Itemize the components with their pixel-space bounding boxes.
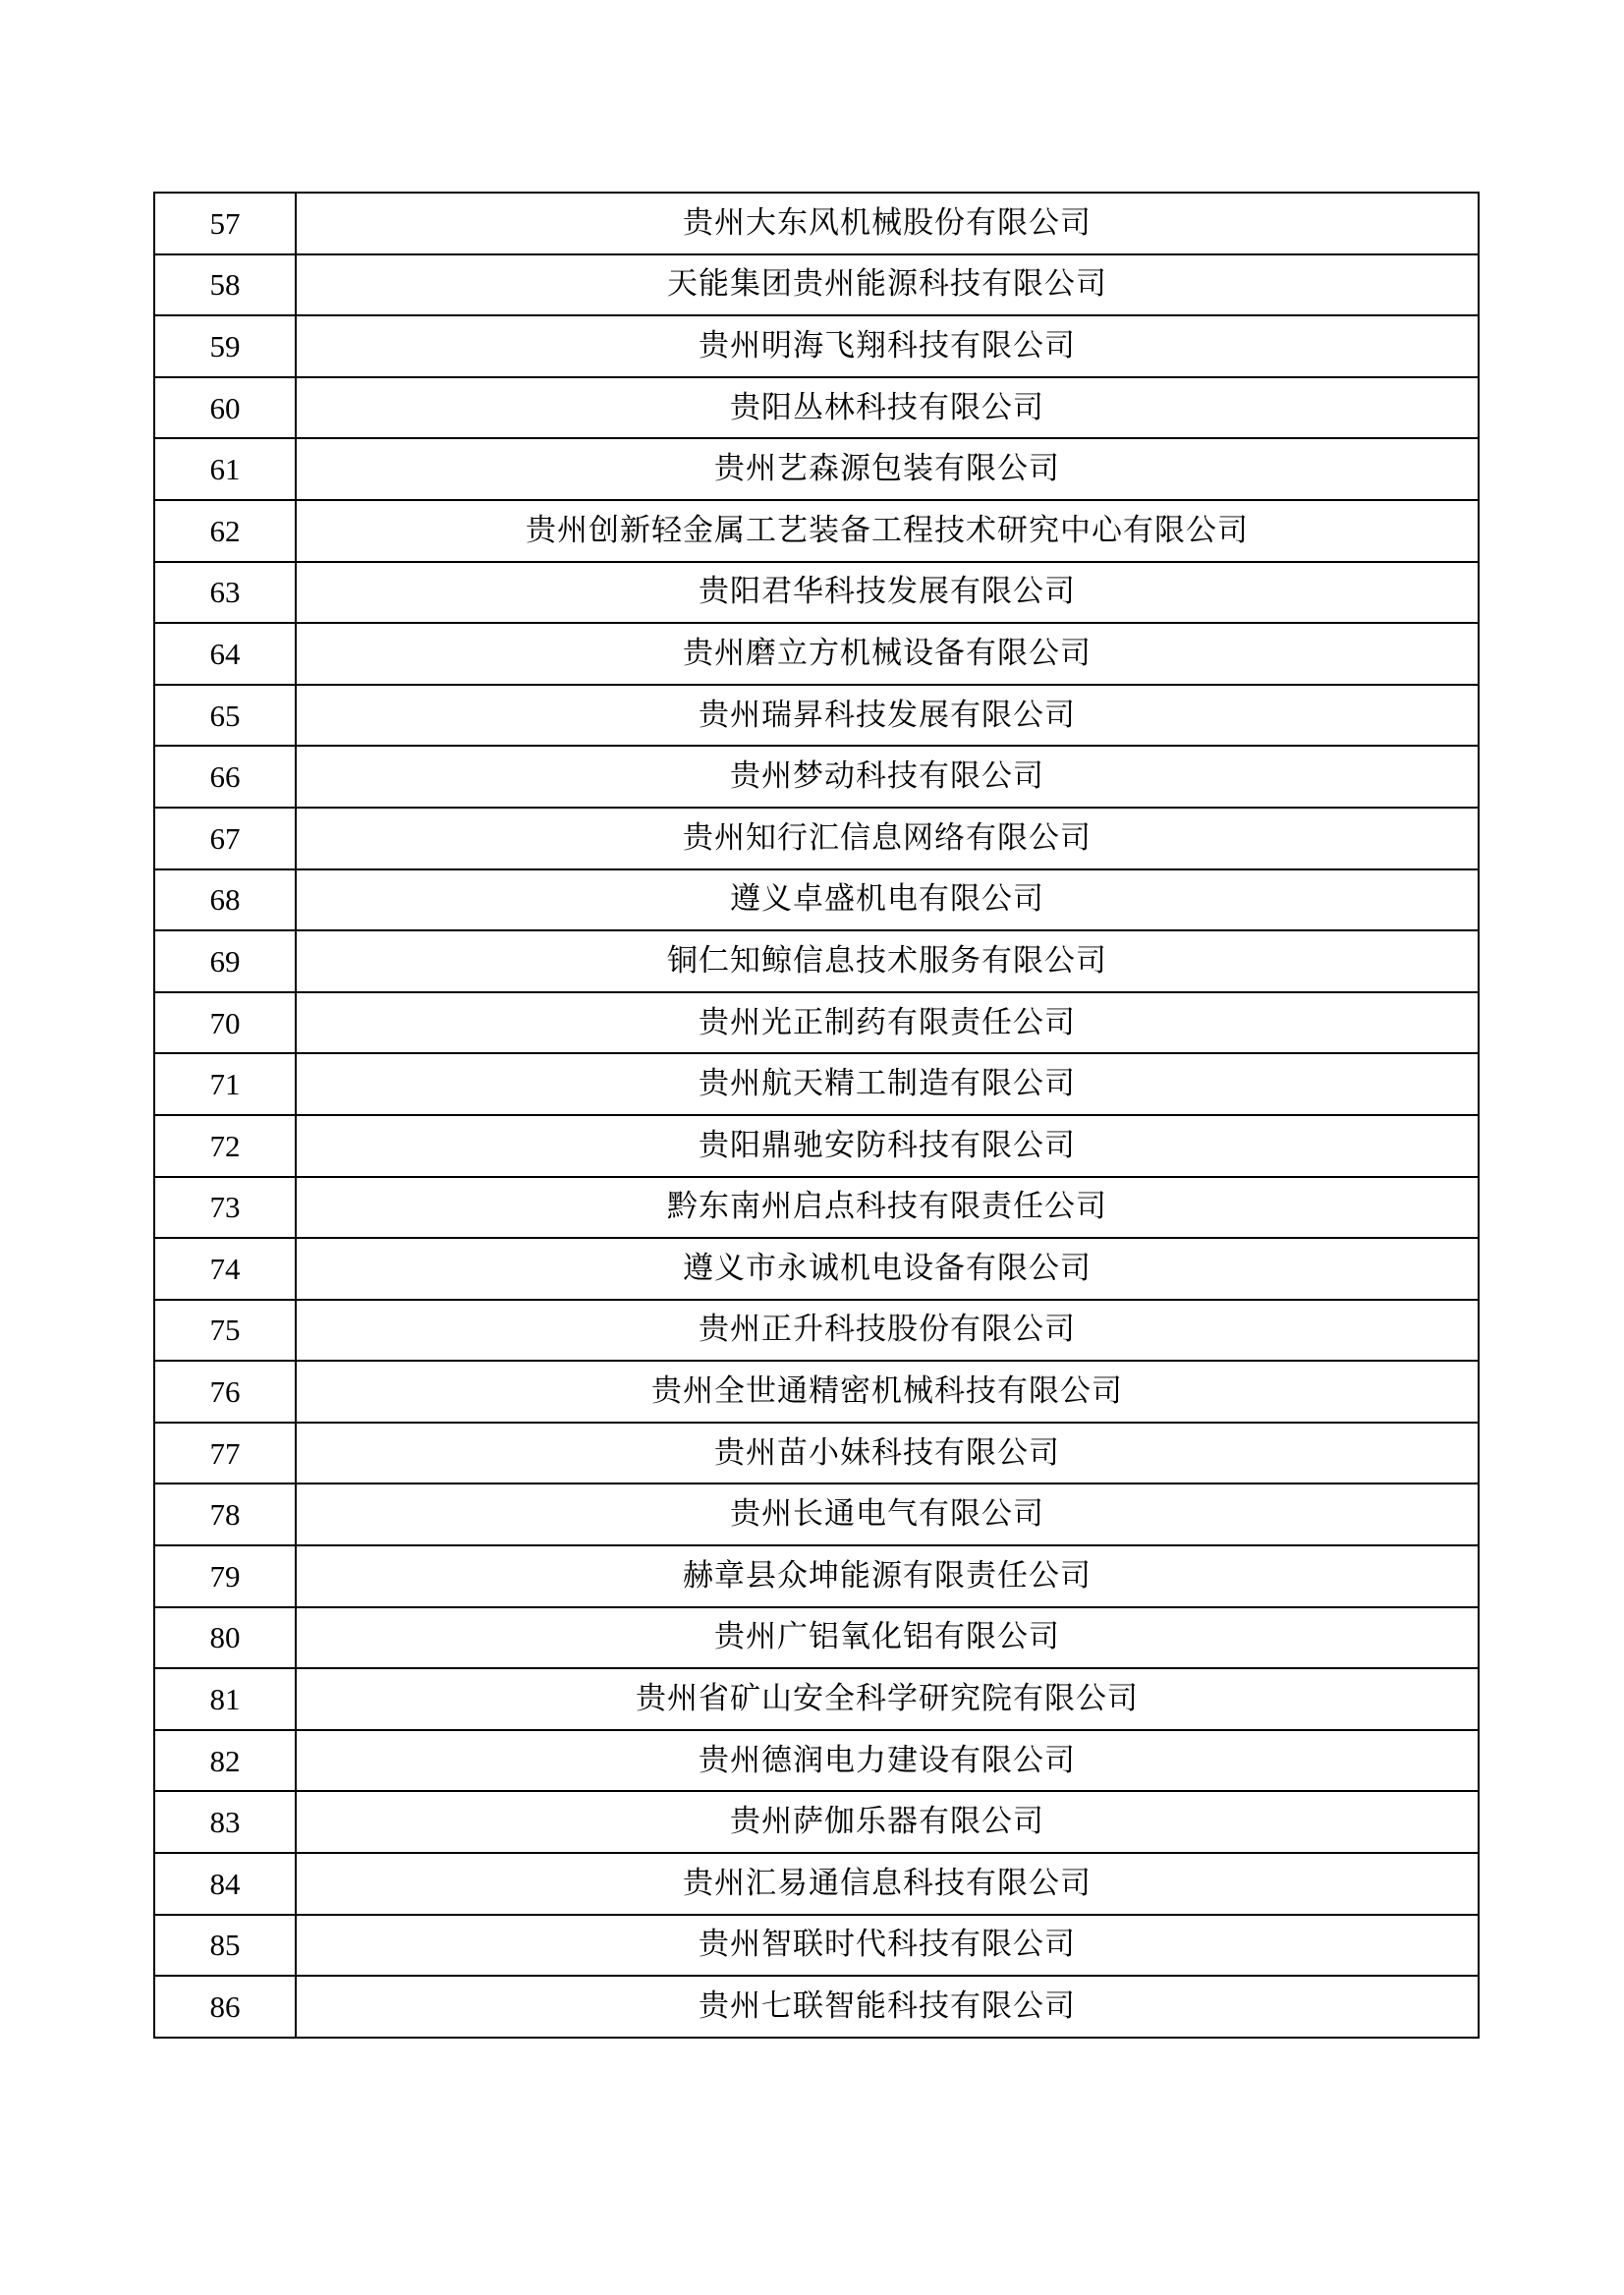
company-name-cell: 贵州艺森源包装有限公司 bbox=[296, 438, 1479, 500]
company-name-cell: 贵州萨伽乐器有限公司 bbox=[296, 1791, 1479, 1853]
row-number-cell: 62 bbox=[154, 500, 296, 562]
row-number-cell: 72 bbox=[154, 1115, 296, 1177]
table-row bbox=[154, 1730, 1479, 1792]
row-number-cell: 73 bbox=[154, 1177, 296, 1239]
company-name-cell: 贵州长通电气有限公司 bbox=[296, 1483, 1479, 1545]
company-name-cell: 贵州知行汇信息网络有限公司 bbox=[296, 808, 1479, 869]
table-row bbox=[154, 254, 1479, 316]
company-name-cell: 贵州瑞昇科技发展有限公司 bbox=[296, 685, 1479, 747]
row-number-cell: 78 bbox=[154, 1483, 296, 1545]
table-row bbox=[154, 992, 1479, 1054]
company-name-cell: 遵义市永诚机电设备有限公司 bbox=[296, 1238, 1479, 1300]
table-row bbox=[154, 1361, 1479, 1423]
table-row bbox=[154, 1177, 1479, 1239]
row-number-cell: 59 bbox=[154, 315, 296, 377]
row-number-cell: 82 bbox=[154, 1730, 296, 1792]
company-name-cell: 贵州苗小妹科技有限公司 bbox=[296, 1423, 1479, 1484]
table-row bbox=[154, 1915, 1479, 1977]
table-row bbox=[154, 1791, 1479, 1853]
company-name-cell: 贵阳丛林科技有限公司 bbox=[296, 377, 1479, 439]
row-number-cell: 66 bbox=[154, 746, 296, 808]
table-row bbox=[154, 808, 1479, 869]
company-name-cell: 贵阳鼎驰安防科技有限公司 bbox=[296, 1115, 1479, 1177]
company-name-cell: 贵州省矿山安全科学研究院有限公司 bbox=[296, 1668, 1479, 1730]
table-row bbox=[154, 315, 1479, 377]
table-row bbox=[154, 193, 1479, 254]
company-name-cell: 赫章县众坤能源有限责任公司 bbox=[296, 1545, 1479, 1607]
table-row bbox=[154, 685, 1479, 747]
row-number-cell: 75 bbox=[154, 1300, 296, 1362]
table-body bbox=[154, 193, 1479, 2038]
company-name-cell: 贵州梦动科技有限公司 bbox=[296, 746, 1479, 808]
company-name-cell: 贵州汇易通信息科技有限公司 bbox=[296, 1853, 1479, 1915]
table-row bbox=[154, 1300, 1479, 1362]
row-number-cell: 60 bbox=[154, 377, 296, 439]
row-number-cell: 77 bbox=[154, 1423, 296, 1484]
row-number-cell: 85 bbox=[154, 1915, 296, 1977]
row-number-cell: 80 bbox=[154, 1607, 296, 1669]
company-name-cell: 贵州航天精工制造有限公司 bbox=[296, 1053, 1479, 1115]
table-row bbox=[154, 623, 1479, 685]
row-number-cell: 64 bbox=[154, 623, 296, 685]
table-row bbox=[154, 1545, 1479, 1607]
company-name-cell: 贵州光正制药有限责任公司 bbox=[296, 992, 1479, 1054]
company-name-cell: 贵阳君华科技发展有限公司 bbox=[296, 562, 1479, 624]
table-row bbox=[154, 746, 1479, 808]
company-name-cell: 天能集团贵州能源科技有限公司 bbox=[296, 254, 1479, 316]
company-name-cell: 贵州磨立方机械设备有限公司 bbox=[296, 623, 1479, 685]
company-name-cell: 遵义卓盛机电有限公司 bbox=[296, 869, 1479, 931]
row-number-cell: 57 bbox=[154, 193, 296, 254]
row-number-cell: 70 bbox=[154, 992, 296, 1054]
row-number-cell: 68 bbox=[154, 869, 296, 931]
table-row bbox=[154, 438, 1479, 500]
table-row bbox=[154, 1115, 1479, 1177]
company-name-cell: 贵州正升科技股份有限公司 bbox=[296, 1300, 1479, 1362]
row-number-cell: 63 bbox=[154, 562, 296, 624]
row-number-cell: 86 bbox=[154, 1976, 296, 2038]
company-name-cell: 贵州七联智能科技有限公司 bbox=[296, 1976, 1479, 2038]
row-number-cell: 58 bbox=[154, 254, 296, 316]
table-row bbox=[154, 562, 1479, 624]
table-row bbox=[154, 1668, 1479, 1730]
table-row bbox=[154, 1607, 1479, 1669]
table-row bbox=[154, 869, 1479, 931]
company-name-cell: 贵州全世通精密机械科技有限公司 bbox=[296, 1361, 1479, 1423]
row-number-cell: 67 bbox=[154, 808, 296, 869]
table-row bbox=[154, 500, 1479, 562]
row-number-cell: 83 bbox=[154, 1791, 296, 1853]
table-row bbox=[154, 1238, 1479, 1300]
table-row bbox=[154, 1483, 1479, 1545]
company-name-cell: 贵州智联时代科技有限公司 bbox=[296, 1915, 1479, 1977]
row-number-cell: 79 bbox=[154, 1545, 296, 1607]
row-number-cell: 71 bbox=[154, 1053, 296, 1115]
row-number-cell: 65 bbox=[154, 685, 296, 747]
company-name-cell: 铜仁知鲸信息技术服务有限公司 bbox=[296, 930, 1479, 992]
table-row bbox=[154, 1053, 1479, 1115]
company-name-cell: 黔东南州启点科技有限责任公司 bbox=[296, 1177, 1479, 1239]
row-number-cell: 76 bbox=[154, 1361, 296, 1423]
table-row bbox=[154, 1423, 1479, 1484]
company-name-cell: 贵州明海飞翔科技有限公司 bbox=[296, 315, 1479, 377]
table-row bbox=[154, 377, 1479, 439]
row-number-cell: 81 bbox=[154, 1668, 296, 1730]
table-row bbox=[154, 1976, 1479, 2038]
row-number-cell: 74 bbox=[154, 1238, 296, 1300]
row-number-cell: 61 bbox=[154, 438, 296, 500]
company-name-cell: 贵州大东风机械股份有限公司 bbox=[296, 193, 1479, 254]
company-name-cell: 贵州创新轻金属工艺装备工程技术研究中心有限公司 bbox=[296, 500, 1479, 562]
row-number-cell: 69 bbox=[154, 930, 296, 992]
company-name-cell: 贵州广铝氧化铝有限公司 bbox=[296, 1607, 1479, 1669]
table-row bbox=[154, 1853, 1479, 1915]
row-number-cell: 84 bbox=[154, 1853, 296, 1915]
company-name-cell: 贵州德润电力建设有限公司 bbox=[296, 1730, 1479, 1792]
table-row bbox=[154, 930, 1479, 992]
company-list-table bbox=[153, 192, 1480, 2039]
